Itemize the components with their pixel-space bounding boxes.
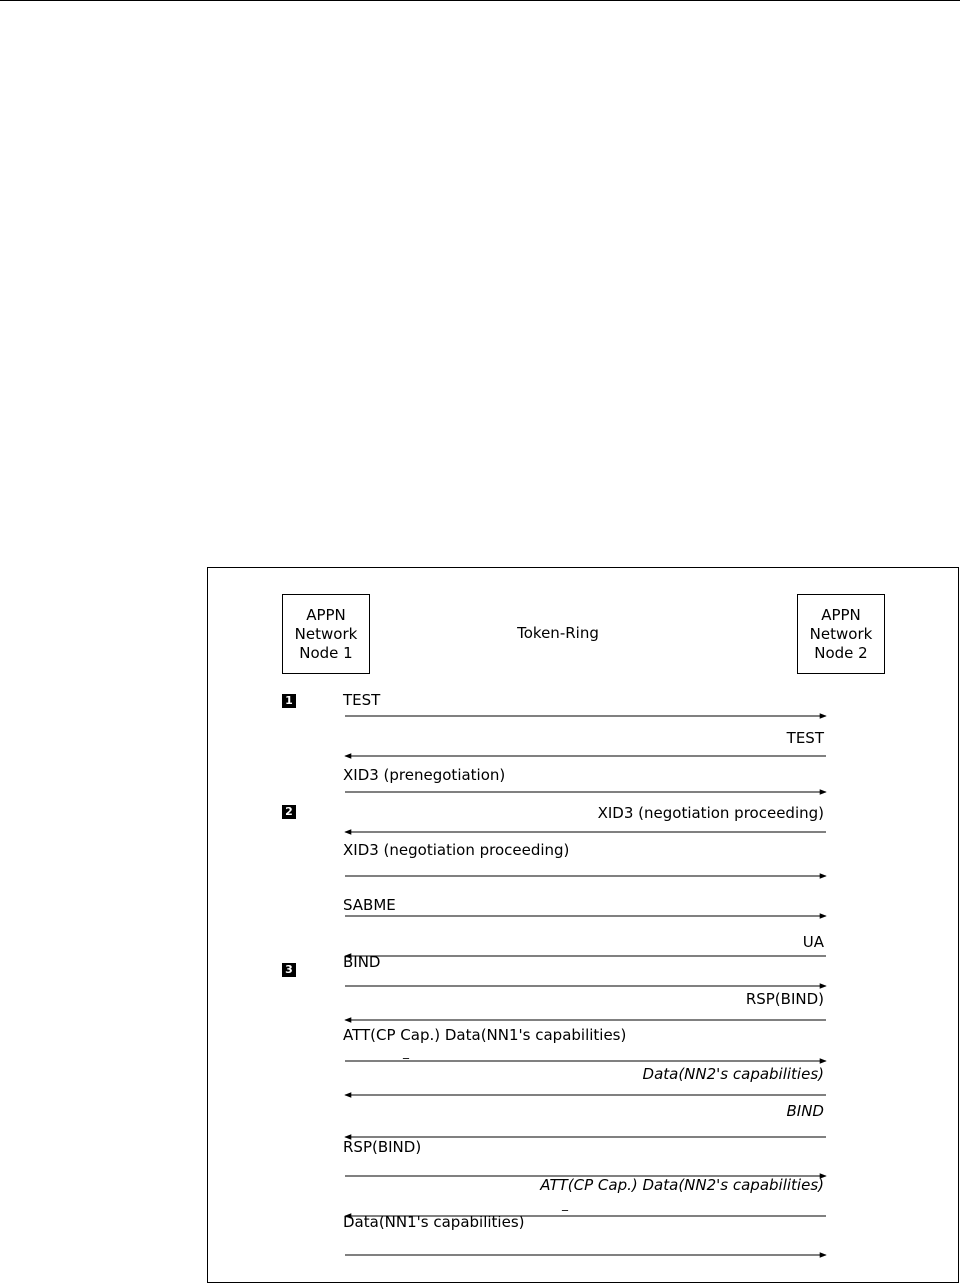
message-label: RSP(BIND) (745, 990, 824, 1008)
top-rule (0, 0, 960, 1)
message-arrows (208, 568, 960, 1284)
message-label: TEST (343, 691, 381, 709)
node-left-line2: Network (294, 624, 358, 643)
message-label: XID3 (prenegotiation) (343, 766, 506, 784)
sequence-diagram (207, 567, 959, 1283)
message-label: XID3 (negotiation proceeding) (597, 804, 824, 822)
underscore-mark: _ (403, 1045, 409, 1059)
node-right-line2: Network (809, 624, 873, 643)
message-label: Data(NN2's capabilities) (642, 1065, 824, 1083)
message-label: TEST (786, 729, 824, 747)
network-label: Token-Ring (517, 624, 599, 642)
step-marker-1: 1 (282, 694, 296, 708)
message-label: SABME (343, 896, 396, 914)
message-label: ATT(CP Cap.) Data(NN2's capabilities) (540, 1176, 824, 1194)
node-left-line3: Node 1 (299, 643, 353, 662)
underscore-mark: _ (562, 1197, 568, 1211)
step-marker-3: 3 (282, 963, 296, 977)
message-label: BIND (786, 1102, 824, 1120)
message-label: XID3 (negotiation proceeding) (343, 841, 570, 859)
node-left-line1: APPN (306, 605, 346, 624)
node-right-line3: Node 2 (814, 643, 868, 662)
message-label: ATT(CP Cap.) Data(NN1's capabilities) (343, 1026, 627, 1044)
message-label: BIND (343, 953, 381, 971)
step-marker-2: 2 (282, 805, 296, 819)
message-label: Data(NN1's capabilities) (343, 1213, 525, 1231)
message-label: RSP(BIND) (343, 1138, 422, 1156)
message-label: UA (802, 933, 824, 951)
node-right-line1: APPN (821, 605, 861, 624)
